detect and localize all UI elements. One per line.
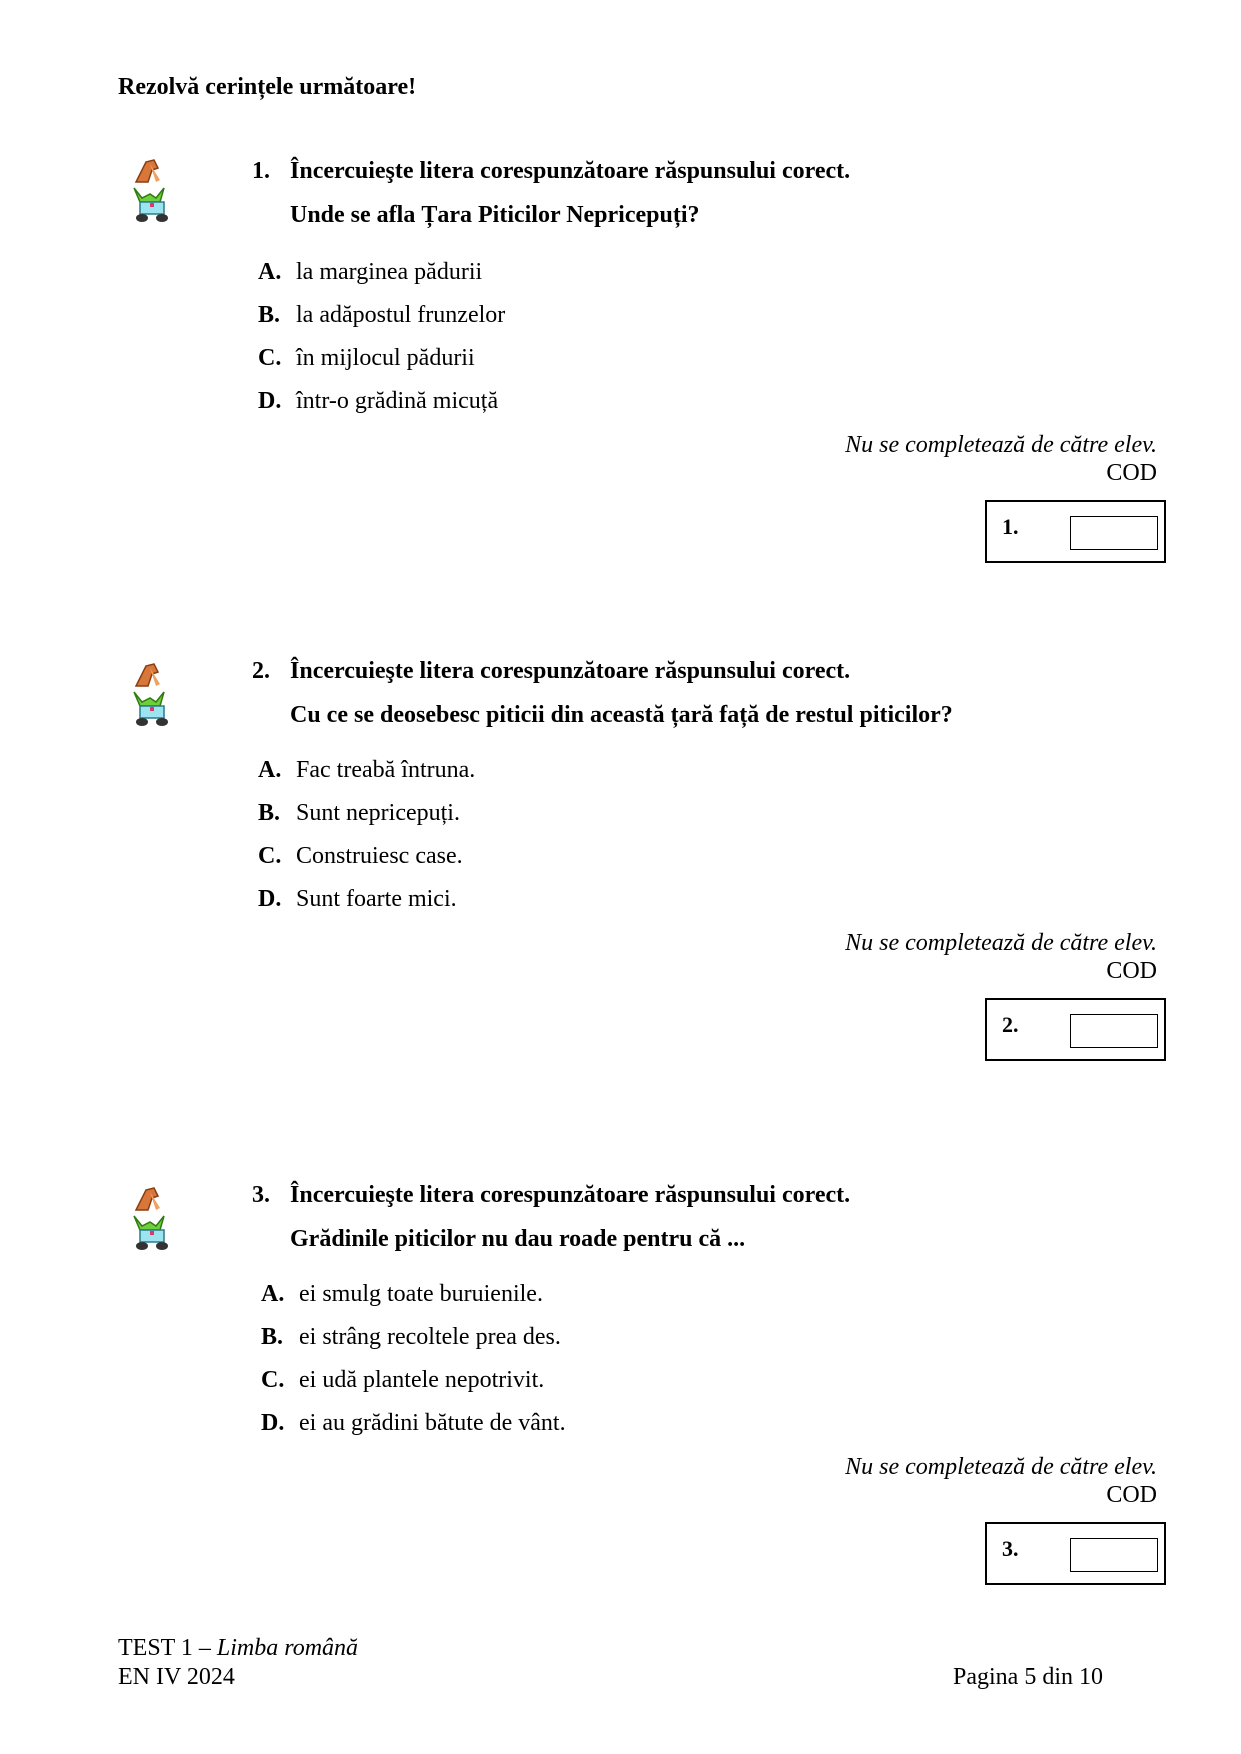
option-c[interactable] <box>258 843 463 870</box>
code-box <box>985 500 1166 563</box>
option-c[interactable] <box>258 345 475 372</box>
option-text: ei strâng recoltele prea des. <box>299 1324 561 1350</box>
option-text: ei udă plantele nepotrivit. <box>299 1367 545 1393</box>
option-text: într-o grădină micuță <box>296 388 499 414</box>
option-a[interactable] <box>258 259 482 286</box>
question-number: 2. <box>252 658 270 684</box>
code-field[interactable] <box>1070 1538 1158 1572</box>
code-box-label: 1. <box>1002 514 1019 539</box>
option-text: Sunt nepricepuți. <box>296 800 460 826</box>
option-letter: C. <box>258 345 282 371</box>
instruction-text: Încercuieşte litera corespunzătoare răspunsului corect. <box>290 1182 851 1208</box>
gnome-icon <box>130 158 176 224</box>
option-letter: D. <box>258 886 282 912</box>
option-letter: B. <box>258 800 281 826</box>
option-letter: B. <box>261 1324 284 1350</box>
footer-page-number: Pagina 5 din 10 <box>953 1664 1103 1690</box>
cod-label: COD <box>1106 1482 1157 1508</box>
option-text: în mijlocul pădurii <box>296 345 475 371</box>
question-number: 3. <box>252 1182 270 1208</box>
question-instruction <box>252 1182 850 1209</box>
question-text: Grădinile piticilor nu dau roade pentru că ... <box>290 1226 746 1252</box>
option-letter: D. <box>258 388 282 414</box>
option-text: ei smulg toate buruienile. <box>299 1281 543 1307</box>
option-letter: C. <box>258 843 282 869</box>
code-box-label: 2. <box>1002 1012 1019 1037</box>
option-letter: A. <box>258 757 282 783</box>
option-b[interactable] <box>261 1324 561 1351</box>
option-text: la marginea pădurii <box>296 259 483 285</box>
page-heading: Rezolvă cerințele următoare! <box>118 74 417 100</box>
question-instruction <box>252 658 850 685</box>
instruction-text: Încercuieşte litera corespunzătoare răspunsului corect. <box>290 158 851 184</box>
option-letter: C. <box>261 1367 285 1393</box>
question-text: Cu ce se deosebesc piticii din această țară față de restul piticilor? <box>290 702 953 728</box>
code-box <box>985 998 1166 1061</box>
option-a[interactable] <box>261 1281 543 1308</box>
option-letter: D. <box>261 1410 285 1436</box>
option-d[interactable] <box>258 388 498 415</box>
option-text: Construiesc case. <box>296 843 463 869</box>
option-b[interactable] <box>258 800 460 827</box>
gnome-icon <box>130 1186 176 1252</box>
option-d[interactable] <box>258 886 457 913</box>
code-box <box>985 1522 1166 1585</box>
option-text: Sunt foarte mici. <box>296 886 457 912</box>
gnome-icon <box>130 662 176 728</box>
option-letter: A. <box>261 1281 285 1307</box>
option-a[interactable] <box>258 757 475 784</box>
question-number: 1. <box>252 158 270 184</box>
footer-test-title <box>118 1635 358 1662</box>
option-letter: B. <box>258 302 281 328</box>
instruction-text: Încercuieşte litera corespunzătoare răspunsului corect. <box>290 658 851 684</box>
question-instruction <box>252 158 850 185</box>
teacher-note: Nu se completează de către elev. <box>845 930 1157 956</box>
footer-test-subject: Limba română <box>216 1635 359 1661</box>
option-b[interactable] <box>258 302 505 329</box>
option-d[interactable] <box>261 1410 566 1437</box>
footer-test-prefix: TEST 1 – <box>118 1635 217 1661</box>
option-letter: A. <box>258 259 282 285</box>
cod-label: COD <box>1106 460 1157 486</box>
teacher-note: Nu se completează de către elev. <box>845 1454 1157 1480</box>
code-field[interactable] <box>1070 1014 1158 1048</box>
option-text: Fac treabă întruna. <box>296 757 476 783</box>
option-text: la adăpostul frunzelor <box>296 302 506 328</box>
question-text: Unde se afla Țara Piticilor Nepricepuți? <box>290 202 700 228</box>
option-text: ei au grădini bătute de vânt. <box>299 1410 566 1436</box>
option-c[interactable] <box>261 1367 544 1394</box>
footer-exam: EN IV 2024 <box>118 1664 235 1690</box>
code-field[interactable] <box>1070 516 1158 550</box>
code-box-label: 3. <box>1002 1536 1019 1561</box>
cod-label: COD <box>1106 958 1157 984</box>
teacher-note: Nu se completează de către elev. <box>845 432 1157 458</box>
